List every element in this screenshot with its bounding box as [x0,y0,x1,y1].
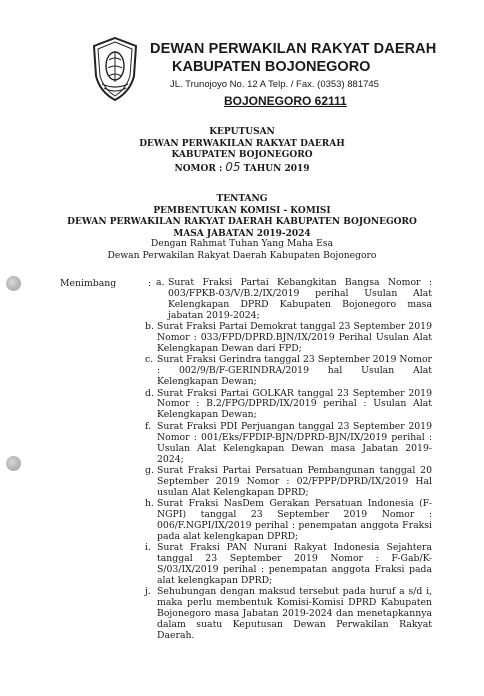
list-item [145,355,432,388]
letterhead-org-line2: KABUPATEN BOJONEGORO [172,59,371,75]
list-item [145,543,432,587]
about-title: TENTANG [216,194,268,204]
about-line2: DEWAN PERWAKILAN RAKYAT DAERAH KABUPATEN BOJONEGORO [67,217,417,227]
opening-statement [0,238,484,262]
list-item [156,278,432,322]
decision-number [0,159,484,176]
list-item [145,422,432,466]
decision-line1: DEWAN PERWAKILAN RAKYAT DAERAH [139,138,345,149]
list-item [145,587,432,642]
list-item-letter: c. [145,354,154,366]
bojonegoro-emblem-logo [92,36,138,102]
decision-line2: KABUPATEN BOJONEGORO [171,150,313,160]
letterhead [150,40,470,109]
about-line1: PEMBENTUKAN KOMISI - KOMISI [153,205,331,216]
list-item-text: Surat Fraksi Partai Kebangkitan Bangsa Nomor : 003/FPKB-03/V/B.2/IX/2019 perihal Usulan Alat Kelengkapan DPRD Kabupaten Bojonegoro masa jabatan 2019-2024; [168,277,432,321]
letterhead-org-line1: DEWAN PERWAKILAN RAKYAT DAERAH [150,41,437,57]
opening-line1: Dengan Rahmat Tuhan Yang Maha Esa [150,238,334,249]
list-item [145,466,432,499]
list-item-letter: i. [145,542,151,554]
list-item-text: Surat Fraksi Partai Persatuan Pembangunan tanggal 20 September 2019 Nomor : 02/FPPP/DPRD/IX/2019 Hal usulan Alat Kelengkapan DPRD; [157,464,432,498]
considering-list [145,277,432,642]
list-item-text: Surat Fraksi Partai GOLKAR tanggal 23 September 2019 Nomor : B.2/FPG/DPRD/IX/2019 perihal : Usulan Alat Kelengkapan Dewan; [157,387,432,421]
decision-heading [0,127,484,175]
list-item-text: Surat Fraksi PDI Perjuangan tanggal 23 September 2019 Nomor : 001/Eks/FPDIP-BJN/DPRD-BJN/IX/2019 perihal : Usulan Alat Kelengkapan Dewan masa Jabatan 2019-2024; [157,420,432,465]
list-item [145,322,432,355]
list-item-letter: h. [145,498,154,510]
decision-title: KEPUTUSAN [209,127,275,137]
letterhead-address: JL. Trunojoyo No. 12 A Telp. / Fax. (0353) 881745 [170,79,379,90]
list-item-text: Surat Fraksi Gerindra tanggal 23 September 2019 Nomor : 002/9/B/F-GERINDRA/2019 hal Usulan Alat Kelengkapan Dewan; [157,354,432,388]
about-heading [0,194,484,240]
list-item-text: Surat Fraksi NasDem Gerakan Persatuan Indonesia (F-NGPI) tanggal 23 September 2019 Nomor : 006/F.NGPI/IX/2019 perihal : penempatan anggota Fraksi pada alat kelengkapan DPRD; [157,498,432,542]
list-item [145,499,432,543]
list-item-letter: d. [145,387,154,399]
punch-hole [6,456,21,471]
decision-number-prefix: NOMOR : [174,163,223,174]
list-item-text: Sehubungan dengan maksud tersebut pada huruf a s/d i, maka perlu membentuk Komisi-Komisi DPRD Kabupaten Bojonegoro masa Jabatan 2019-2024 dan menetapkannya dalam suatu Keputusan Dewan Perwakilan Rakyat Daerah. [157,586,432,641]
list-item-letter: a. [156,277,165,288]
punch-hole [6,276,21,291]
decision-number-handwritten: 05 [225,159,241,174]
list-item-letter: g. [145,464,154,476]
list-item-letter: b. [145,321,154,333]
list-item-text: Surat Fraksi PAN Nurani Rakyat Indonesia Sejahtera tanggal 23 September 2019 Nomor : F-Gab/K-S/03/IX/2019 perihal : penempatan anggota Fraksi pada alat kelengkapan DPRD; [157,542,432,586]
decision-number-suffix: TAHUN 2019 [243,163,310,174]
considering-colon: : [148,278,152,289]
list-item-letter: f. [145,420,152,432]
list-item-letter: j. [145,586,151,598]
letterhead-city: BOJONEGORO 62111 [224,94,347,108]
list-item [145,389,432,422]
list-item-text: Surat Fraksi Partai Demokrat tanggal 23 September 2019 Nomor : 033/FPD/DPRD.BJN/IX/2019 Perihal Usulan Alat Kelengkapan Dewan dari FPD; [157,321,432,354]
opening-line2: Dewan Perwakilan Rakyat Daerah Kabupaten Bojonegoro [107,250,377,261]
considering-label: Menimbang [60,278,117,289]
about-line3: MASA JABATAN 2019-2024 [173,228,311,239]
